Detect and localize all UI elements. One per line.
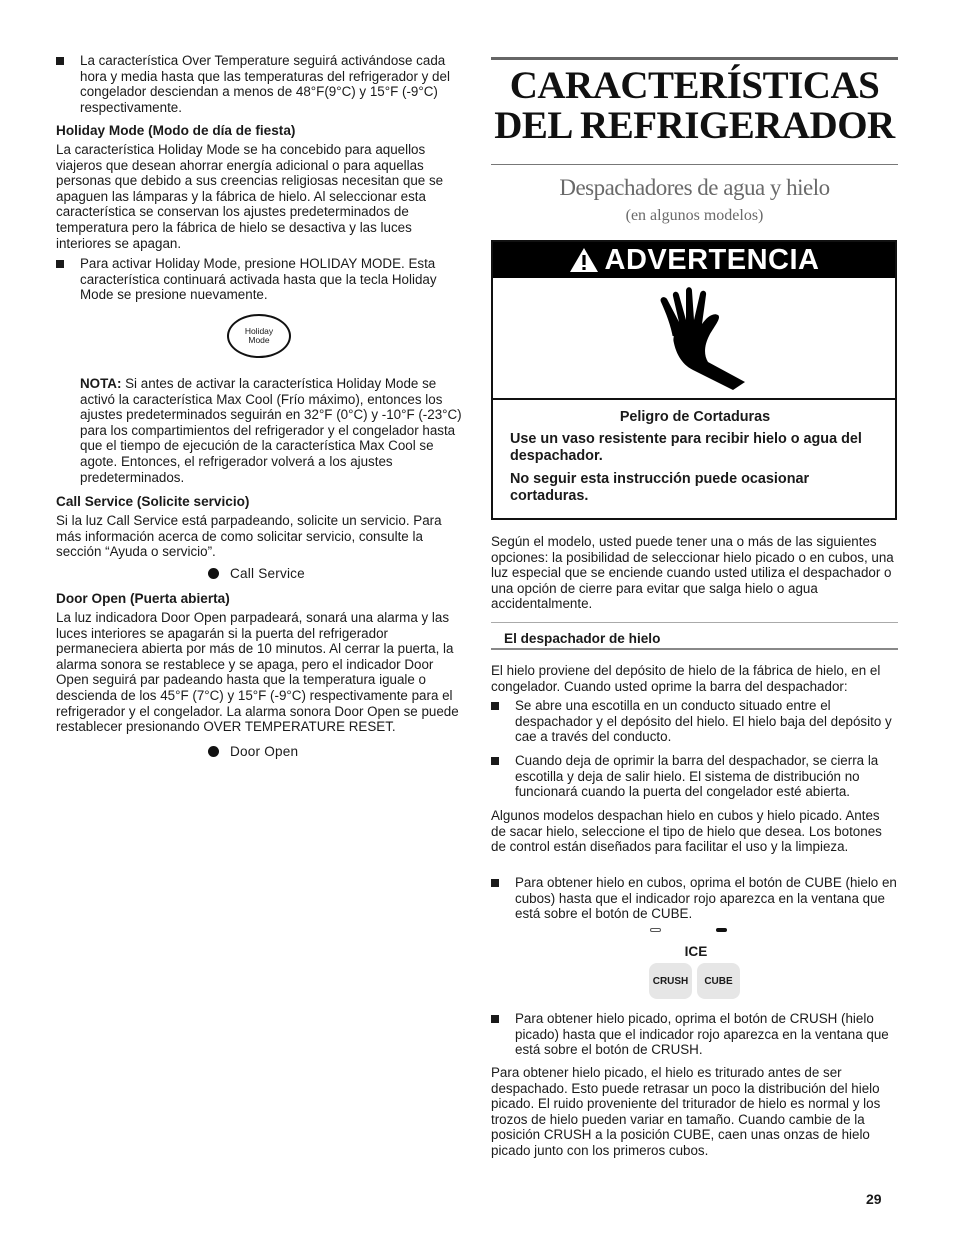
ice-source-paragraph: El hielo proviene del depósito de hielo de la fábrica de hielo, en el congelador. Cuando usted oprime la barra del despachador: (491, 663, 881, 694)
indicator-light-icon (208, 568, 219, 579)
warning-text (510, 410, 880, 505)
door-open-paragraph: La luz indicadora Door Open parpadeará, sonará una alarma y las luces interiores se apagarán si la puerta del refrigerador permaneciera abierta por más de 10 minutos. Al cerrar la puerta, la alarma sonora se restablece y se apaga, pero el indicador Door Open seguirá par padeando hasta que la temperatura iguale o descienda de los 45°F (7°C) y 15°F (-9°C) respectivamente para el refrigerador y el congelador. La alarma sonora Door Open se puede restablecer presionando OVER TEMPERATURE RESET. (56, 610, 459, 735)
ice-dispenser-section-header: El despachador de hielo (491, 622, 898, 650)
cut-hand-illustration (493, 278, 895, 400)
cube-button[interactable]: CUBE (697, 963, 740, 999)
ice-panel-label: ICE (684, 944, 708, 959)
over-temperature-bullet: La característica Over Temperature seguirá activándose cada hora y media hasta que las temperaturas del refrigerador y del congelador desciendan a menos de 48°F(9°C) y 15°F (-9°C) respectivamente. (56, 53, 462, 115)
section-subtitle-note: (en algunos modelos) (625, 207, 764, 224)
warning-header: ADVERTENCIA (493, 242, 895, 278)
holiday-mode-bullet: Para activar Holiday Mode, presione HOLIDAY MODE. Esta característica continuará activada hasta que la tecla Holiday Mode se presione nuevamente. (56, 256, 462, 303)
crushed-ice-paragraph: Para obtener hielo picado, el hielo es triturado antes de ser despachado. Esto puede retrasar un poco la distribución del hielo picado. El ruido proveniente del triturador de hielo es normal y los trozos de hielo pueden variar en tamaño. Cuando cambie de la posición CRUSH a la posición CUBE, caen unas onzas de hielo picado junto con los primeros cubos. (491, 1065, 881, 1158)
bullet-square-icon (491, 879, 499, 887)
cut-hand-icon (493, 278, 895, 398)
warning-box (491, 240, 897, 520)
title-rule (491, 164, 898, 165)
right-column (491, 0, 898, 1235)
hatch-close-bullet: Cuando deja de oprimir la barra del despachador, se cierra la escotilla y deja de salir hielo. El sistema de distribución no funcionará cuando la puerta del congelador esté abierta. (491, 753, 898, 800)
warning-line-2: No seguir esta instrucción puede ocasionar cortaduras. (510, 470, 810, 504)
top-rule (491, 57, 898, 60)
indicator-light-icon (208, 746, 219, 757)
bullet-square-icon (491, 757, 499, 765)
bullet-square-icon (491, 1015, 499, 1023)
call-service-indicator: Call Service (208, 566, 305, 581)
holiday-mode-paragraph: La característica Holiday Mode se ha concebido para aquellos viajeros que desean ahorrar energía adicional o para aquellas personas que debido a sus creencias religiosas necesitan que se apaguen las lámparas y la fábrica de hielo. Al seleccionar esta característica se conservan los ajustes predeterminados de temperatura pero la fábrica de hielo se desactiva y las luces interiores se apagan. (56, 142, 444, 251)
nota-paragraph: NOTA: Si antes de activar la característica Holiday Mode se activó la característica Max Cool (Frío máximo), entonces los ajustes predeterminados seguirán en 32°F (0°C) y -10°F (-23°C) para los compartimientos del refrigerador y el congelador hasta que el tiempo de ejecución de la característica Max Cool se agote. Entonces, el refrigerador volverá a los ajustes predeterminados. (80, 376, 462, 485)
hatch-open-bullet: Se abre una escotilla en un conducto situado entre el despachador y el depósito del hielo. El hielo baja del depósito y cae a través del conducto. (491, 698, 898, 745)
section-subtitle: Despachadores de agua y hielo (559, 175, 830, 200)
holiday-mode-button: Holiday Mode (227, 314, 291, 358)
crush-bullet: Para obtener hielo picado, oprima el botón de CRUSH (hielo picado) hasta que el indicador rojo aparezca en la ventana que está sobre el botón de CRUSH. (491, 1011, 898, 1058)
warning-danger-title: Peligro de Cortaduras (619, 409, 771, 425)
door-open-indicator: Door Open (208, 744, 298, 759)
page-title: CARACTERÍSTICAS DEL REFRIGERADOR (494, 64, 895, 147)
crush-button[interactable]: CRUSH (649, 963, 692, 999)
cube-bullet: Para obtener hielo en cubos, oprima el botón de CUBE (hielo en cubos) hasta que el indicador rojo aparezca en la ventana que está sobre el botón de CUBE. (491, 875, 898, 922)
ice-types-paragraph: Algunos modelos despachan hielo en cubos y hielo picado. Antes de sacar hielo, seleccione el tipo de hielo que desea. Los botones de control están diseñados para facilitar el uso y la limpieza. (491, 808, 882, 855)
call-service-paragraph: Si la luz Call Service está parpadeando, solicite un servicio. Para más información acerca de como solicitar servicio, consulte la sección “Ayuda o servicio”. (56, 513, 442, 560)
cube-indicator-window (716, 928, 727, 932)
crush-indicator-window (650, 928, 661, 932)
holiday-mode-heading: Holiday Mode (Modo de día de fiesta) (56, 123, 296, 138)
dispenser-intro-paragraph: Según el modelo, usted puede tener una o más de las siguientes opciones: la posibilidad de seleccionar hielo picado o en cubos, una luz especial que se enciende cuando usted utiliza el despachador o una opción de cierre para evitar que salga hielo o agua accidentalmente. (491, 534, 894, 612)
page-number: 29 (866, 1191, 882, 1207)
call-service-heading: Call Service (Solicite servicio) (56, 494, 250, 509)
door-open-heading: Door Open (Puerta abierta) (56, 591, 230, 606)
nota-label: NOTA: (80, 376, 122, 391)
bullet-square-icon (56, 57, 64, 65)
warning-line-1: Use un vaso resistente para recibir hielo o agua del despachador. (510, 430, 862, 464)
bullet-square-icon (56, 260, 64, 268)
warning-triangle-icon (569, 247, 599, 273)
bullet-square-icon (491, 702, 499, 710)
ice-control-panel (641, 928, 751, 1002)
